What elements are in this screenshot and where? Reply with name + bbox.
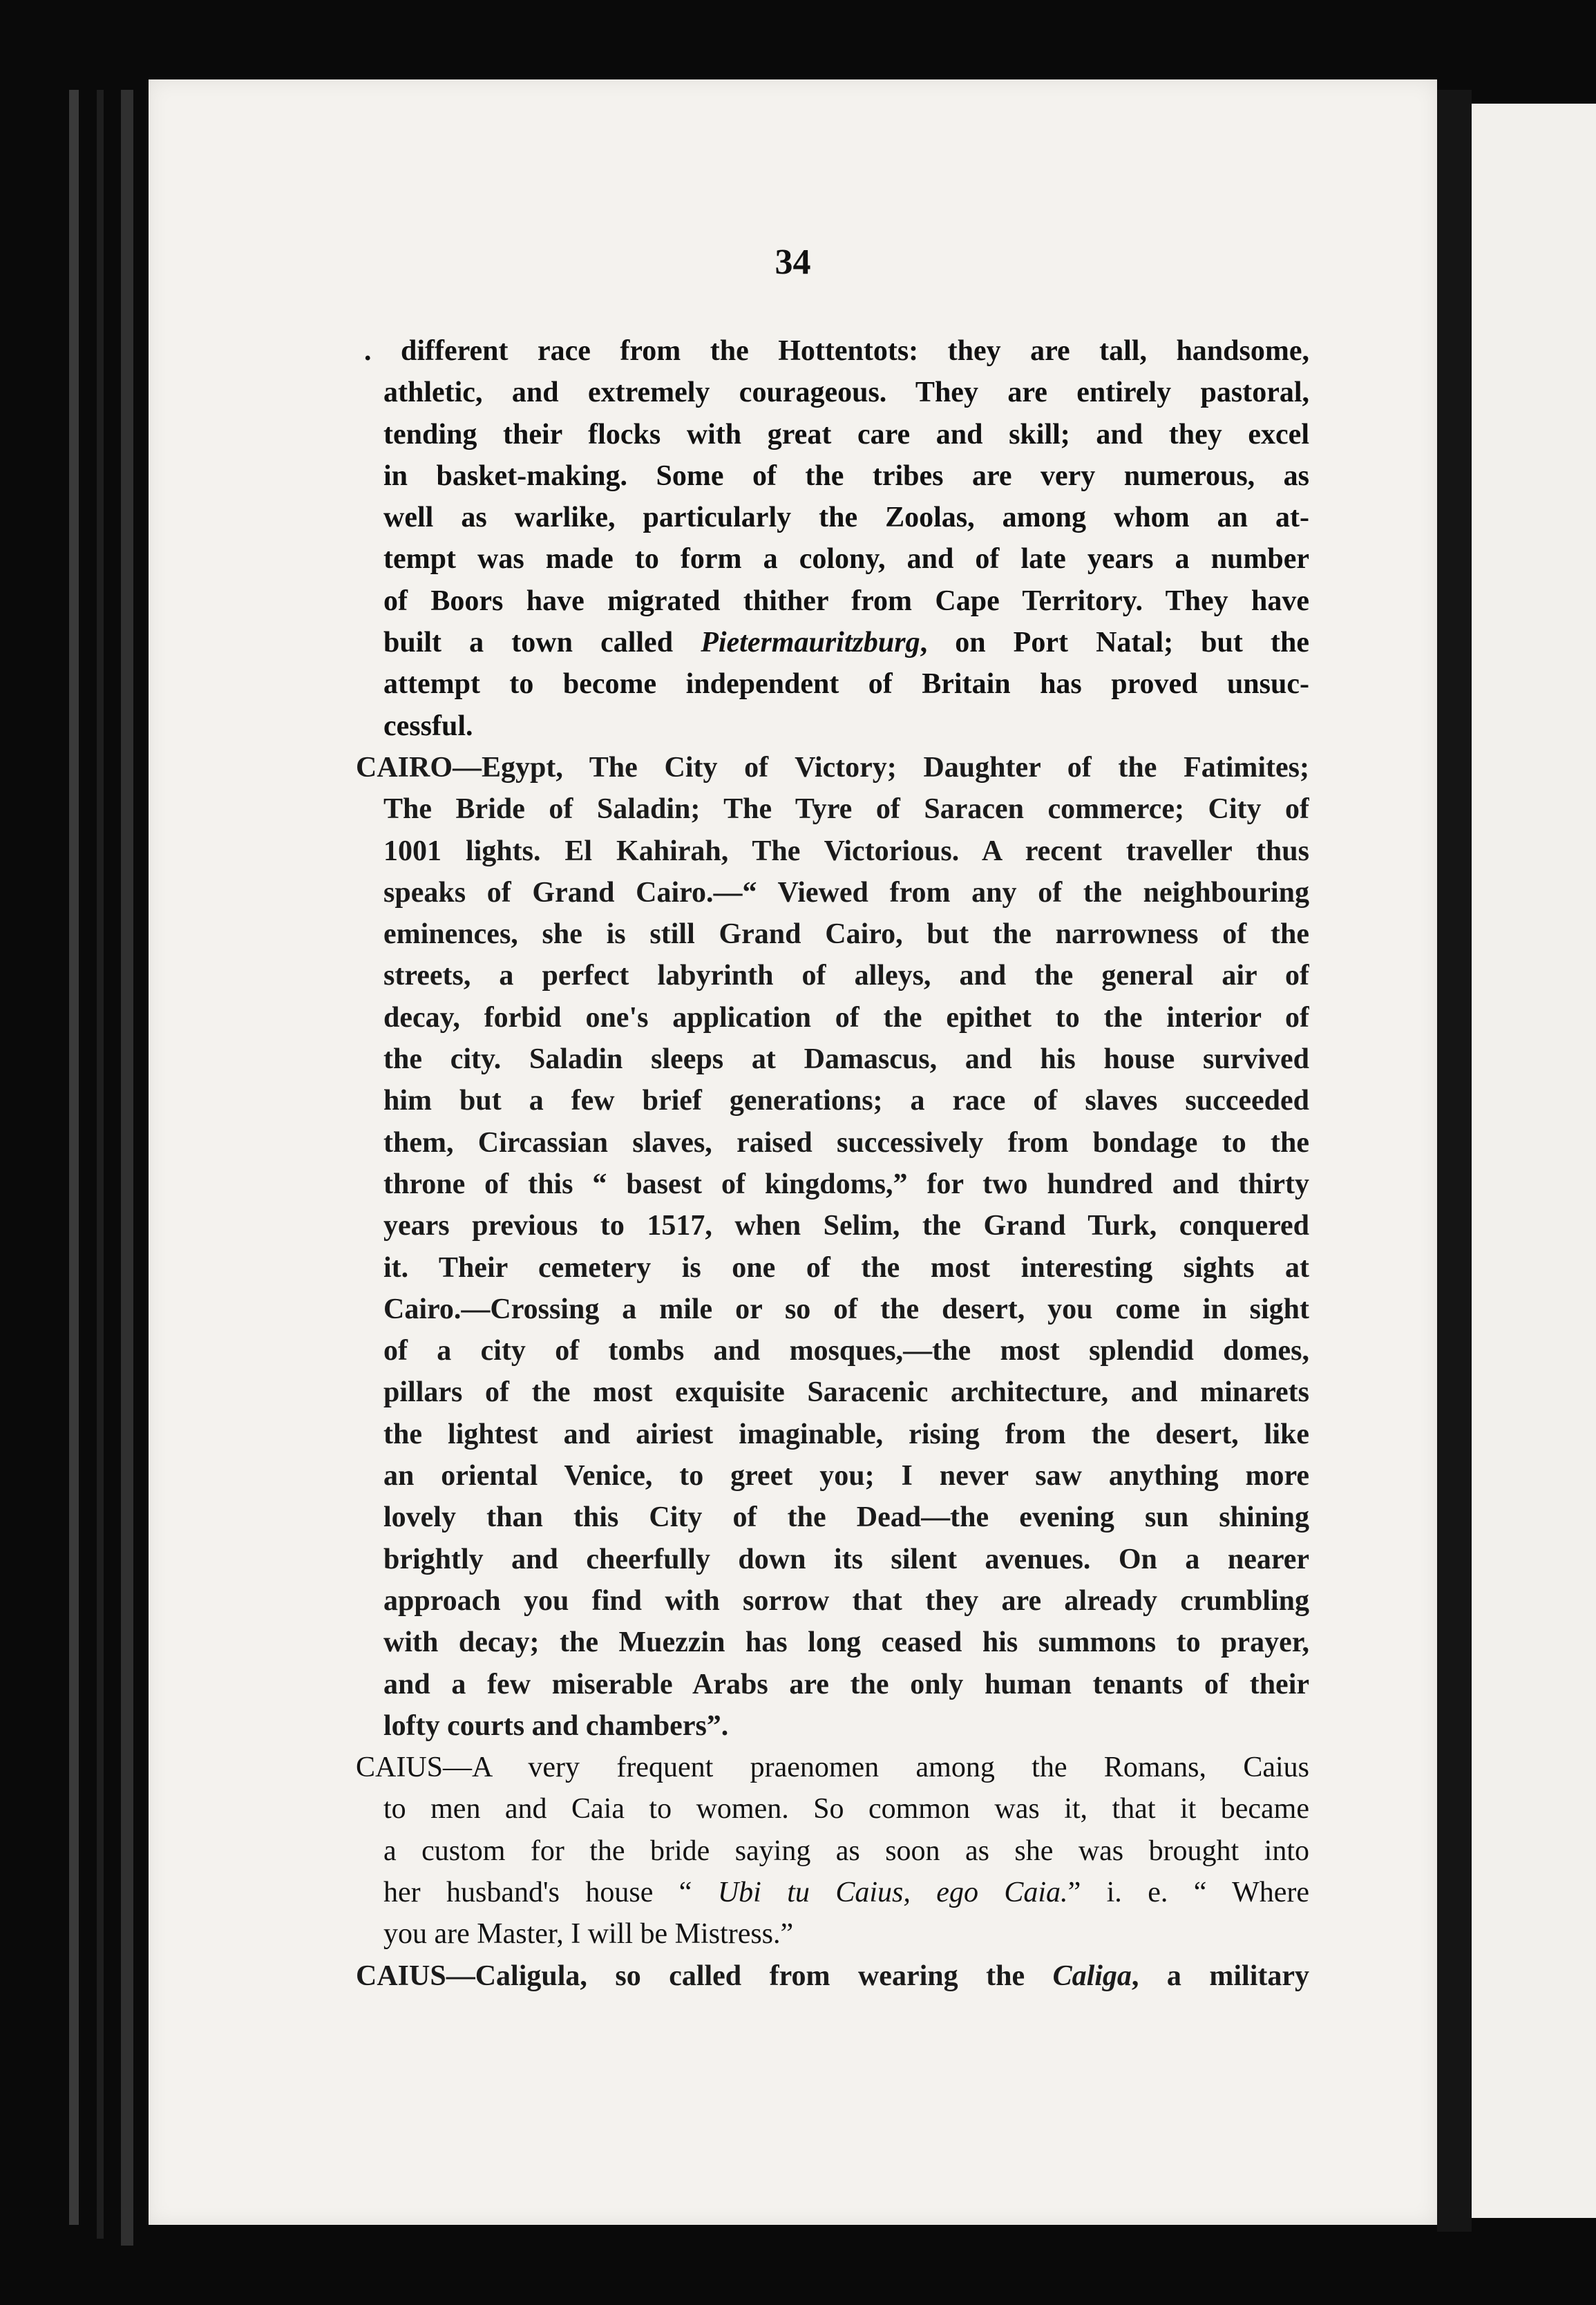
text-line: tending their flocks with great care and skill; and they excel [383,418,1309,450]
text-line: tempt was made to form a colony, and of late years a number [383,543,1309,576]
text-line: well as warlike, particularly the Zoolas, among whom an at- [383,502,1309,534]
text-line: of Boors have migrated thither from Cape Territory. They have [383,585,1309,617]
text-line: CAIUS—Caligula, so called from wearing the Caliga, a military [356,1960,1309,1992]
text-line: athletic, and extremely courageous. They are entirely pastoral, [383,377,1309,409]
text-line: approach you find with sorrow that they are already crumbling [383,1584,1309,1617]
text-line: decay, forbid one's application of the epithet to the interior of [383,1001,1309,1034]
text-line: lovely than this City of the Dead—the evening sun shining [383,1501,1309,1534]
text-line: lofty courts and chambers”. [383,1709,729,1742]
binding-edge [121,90,133,2246]
text-line: of a city of tombs and mosques,—the most splendid domes, [383,1335,1309,1367]
text-line: brightly and cheerfully down its silent avenues. On a nearer [383,1543,1309,1575]
text-line: cessful. [383,710,473,742]
text-line: the city. Saladin sleeps at Damascus, and his house survived [383,1043,1309,1076]
text-line: The Bride of Saladin; The Tyre of Saracen commerce; City of [383,793,1309,826]
text-line: to men and Caia to women. So common was it, that it became [383,1793,1309,1825]
text-line: you are Master, I will be Mistress.” [383,1918,794,1951]
entry-caius-1 [356,1747,1309,1955]
text-line: eminences, she is still Grand Cairo, but the narrowness of the [383,918,1309,951]
page-number: 34 [775,243,811,282]
text-line: it. Their cemetery is one of the most interesting sights at [383,1251,1309,1284]
entry-hottentots-cont [364,330,1309,747]
text-line: Cairo.—Crossing a mile or so of the desert, you come in sight [383,1293,1309,1325]
text-line: throne of this “ basest of kingdoms,” for two hundred and thirty [383,1168,1309,1200]
text-line: 1001 lights. El Kahirah, The Victorious. A recent traveller thus [383,835,1309,867]
text-line: the lightest and airiest imaginable, rising from the desert, like [383,1418,1309,1450]
binding-edge [97,90,104,2239]
text-line: years previous to 1517, when Selim, the Grand Turk, conquered [383,1210,1309,1242]
text-line: attempt to become independent of Britain has proved unsuc- [383,668,1309,701]
entry-cairo [356,747,1309,1747]
text-line: pillars of the most exquisite Saracenic architecture, and minarets [383,1376,1309,1409]
text-line: a custom for the bride saying as soon as she was brought into [383,1834,1309,1867]
text-line: him but a few brief generations; a race of slaves succeeded [383,1085,1309,1117]
text-line: her husband's house “ Ubi tu Caius, ego Caia.” i. e. “ Where [383,1876,1309,1908]
text-line: CAIRO—Egypt, The City of Victory; Daughter of the Fatimites; [356,751,1309,784]
text-line: . different race from the Hottentots: they are tall, handsome, [364,335,1309,367]
page-gutter-shadow [1437,90,1472,2232]
text-line: streets, a perfect labyrinth of alleys, and the general air of [383,960,1309,992]
adjacent-page-edge [1472,104,1596,2218]
text-line: CAIUS—A very frequent praenomen among the Romans, Caius [356,1752,1309,1784]
binding-edge [69,90,79,2225]
text-line: in basket-making. Some of the tribes are very numerous, as [383,459,1309,492]
text-line: speaks of Grand Cairo.—“ Viewed from any of the neighbouring [383,876,1309,909]
entry-caius-2 [356,1955,1309,1997]
text-line: them, Circassian slaves, raised successively from bondage to the [383,1126,1309,1159]
page-text [356,330,1309,1997]
text-line: built a town called Pietermauritzburg, on Port Natal; but the [383,627,1309,659]
text-line: an oriental Venice, to greet you; I never saw anything more [383,1460,1309,1492]
text-line: and a few miserable Arabs are the only human tenants of their [383,1668,1309,1700]
text-line: with decay; the Muezzin has long ceased his summons to prayer, [383,1626,1309,1659]
